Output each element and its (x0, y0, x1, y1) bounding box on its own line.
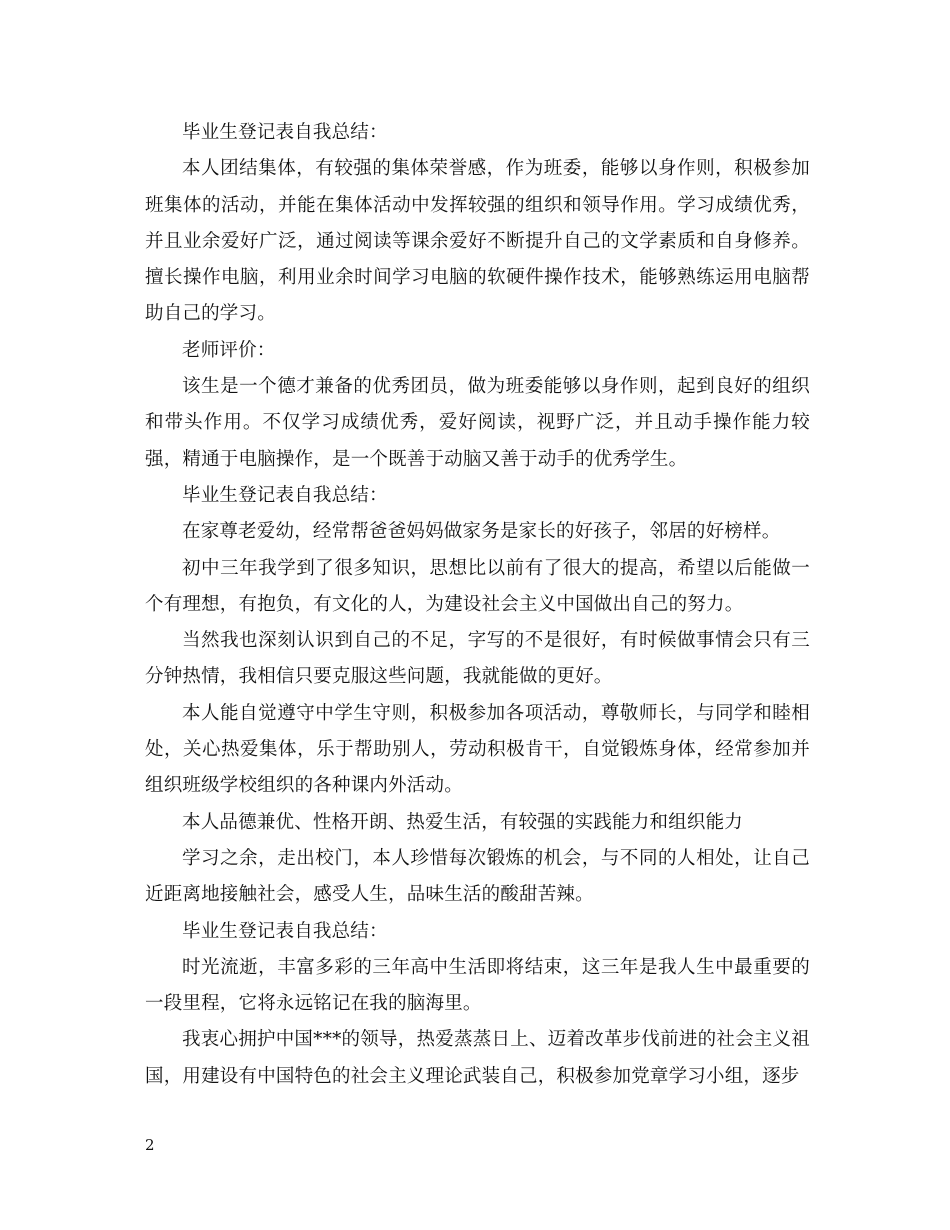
paragraph: 该生是一个德才兼备的优秀团员，做为班委能够以身作则，起到良好的组织和带头作用。不仅学习成绩优秀，爱好阅读，视野广泛，并且动手操作能力较强，精通于电脑操作，是一个既善于动脑又善于动手的优秀学生。 (145, 376, 810, 470)
paragraph: 当然我也深刻认识到自己的不足，字写的不是很好，有时候做事情会只有三分钟热情，我相信只要克服这些问题，我就能做的更好。 (145, 630, 810, 688)
paragraph: 初中三年我学到了很多知识，思想比以前有了很大的提高，希望以后能做一个有理想，有抱负，有文化的人，为建设社会主义中国做出自己的努力。 (145, 557, 810, 615)
paragraph: 本人品德兼优、性格开朗、热爱生活，有较强的实践能力和组织能力 (182, 811, 744, 833)
page-number: 2 (145, 1136, 155, 1154)
section-heading: 毕业生登记表自我总结： (182, 920, 388, 942)
paragraph: 本人团结集体，有较强的集体荣誉感，作为班委，能够以身作则，积极参加班集体的活动，并能在集体活动中发挥较强的组织和领导作用。学习成绩优秀，并且业余爱好广泛，通过阅读等课余爱好不断提升自己的文学素质和自身修养。擅长操作电脑，利用业余时间学习电脑的软硬件操作技术，能够熟练运用电脑帮助自己的学习。 (145, 158, 810, 325)
paragraph: 在家尊老爱幼，经常帮爸爸妈妈做家务是家长的好孩子，邻居的好榜样。 (182, 521, 781, 543)
paragraph: 我衷心拥护中国***的领导，热爱蒸蒸日上、迈着改革步伐前进的社会主义祖国，用建设有中国特色的社会主义理论武装自己，积极参加党章学习小组，逐步 (145, 1029, 810, 1087)
paragraph: 本人能自觉遵守中学生守则，积极参加各项活动，尊敬师长，与同学和睦相处，关心热爱集体，乐于帮助别人，劳动积极肯干，自觉锻炼身体，经常参加并组织班级学校组织的各种课内外活动。 (145, 702, 810, 797)
paragraph: 时光流逝，丰富多彩的三年高中生活即将结束，这三年是我人生中最重要的一段里程，它将永远铭记在我的脑海里。 (145, 956, 810, 1015)
section-heading: 毕业生登记表自我总结： (182, 122, 388, 143)
section-heading: 毕业生登记表自我总结： (182, 484, 388, 506)
paragraph: 学习之余，走出校门，本人珍惜每次锻炼的机会，与不同的人相处，让自己近距离地接触社会，感受人生，品味生活的酸甜苦辣。 (145, 847, 810, 906)
body-text (145, 115, 810, 1095)
section-heading: 老师评价： (182, 339, 276, 361)
